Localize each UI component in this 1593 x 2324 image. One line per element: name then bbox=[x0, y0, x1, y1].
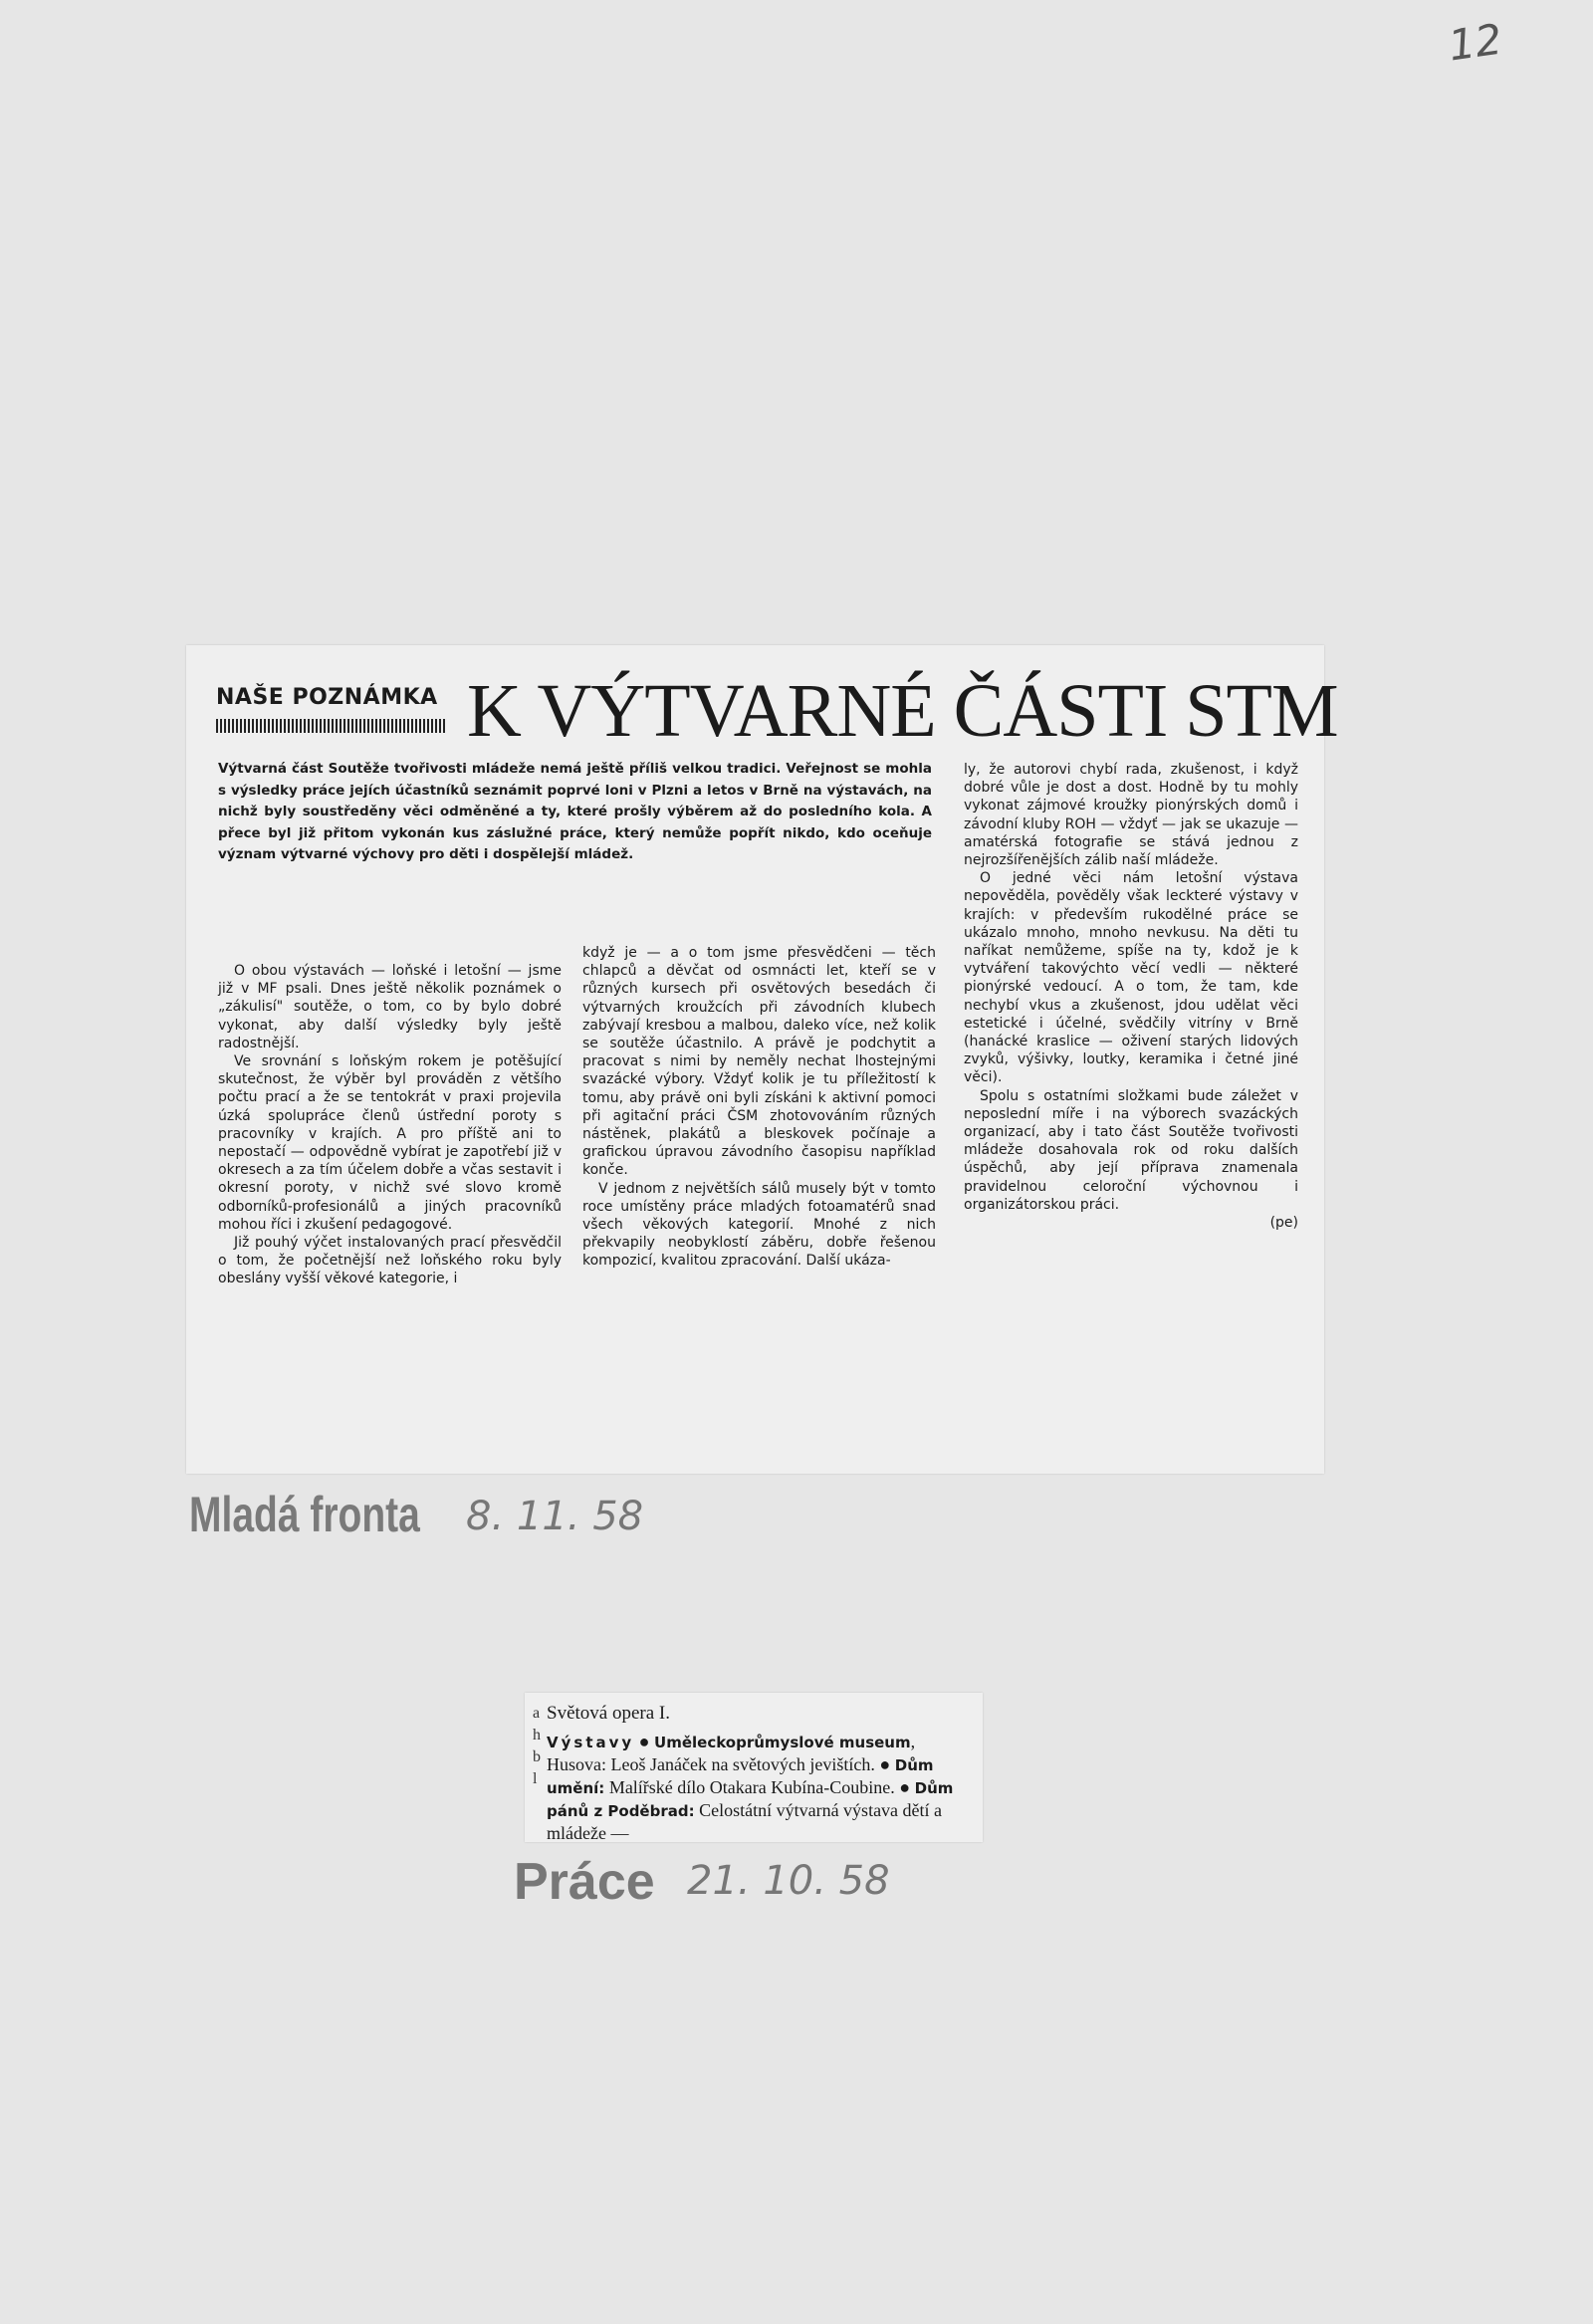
article-column-2 bbox=[582, 944, 936, 1271]
clipping-title: Světová opera I. bbox=[547, 1703, 670, 1724]
venue-name: Dům umění: bbox=[547, 1756, 934, 1797]
newspaper-clipping-prace bbox=[525, 1693, 983, 1842]
paragraph: když je — a o tom jsme přesvědčeni — těch chlapců a děvčat od osmnácti let, kteří se v různých kursech při osvětových besedách či výtvarných kroužcích při závodních klubech zabývají kresbou a malbou, daleko více, než kolik se soutěže účastnilo. A právě je podchytit a pracovat s nimi by neměly nechat lhostejnými svazácké výbory. Vždyť kolik je tu příležitostí k tomu, aby právě oni byli získáni k aktivní pomoci při agitační práci ČSM zhotovováním různých nástěnek, plakátů a bleskovek počínaje a grafickou úpravou závodního časopisu například konče. bbox=[582, 945, 936, 1179]
source-stamp-prace: Práce bbox=[514, 1853, 655, 1911]
source-stamp-mlada-fronta: Mladá fronta bbox=[189, 1487, 420, 1542]
page-number: 12 bbox=[1445, 14, 1505, 71]
article-lead: Výtvarná část Soutěže tvořivosti mládeže nemá ještě příliš velkou tradici. Veřejnost se mohla s výsledky práce jejích účastníků seznámit poprvé loni v Plzni a letos v Brně na výstavách, na nichž byly soustředěny věci odměněné a ty, které prošly výběrem až do posledního kola. A přece byl již přitom vykonán kus záslužné práce, který nemůže popřít nikdo, kdo oceňuje význam výtvarné výchovy pro děti i dospělejší mládež. bbox=[218, 761, 932, 862]
paragraph: Již pouhý výčet instalovaných prací přesvědčil o tom, že početnější než loňského roku byly obeslány vyšší věkové kategorie, i bbox=[218, 1235, 562, 1287]
kicker-underline bbox=[216, 719, 447, 733]
article-kicker: NAŠE POZNÁMKA bbox=[216, 685, 438, 710]
handwritten-date-2: 21. 10. 58 bbox=[687, 1858, 890, 1904]
venue-text: Celostátní výtvarná výstava dětí a mládeže — bbox=[547, 1800, 943, 1843]
clipping-edge-letters: a h b l bbox=[533, 1705, 541, 1787]
paragraph: ly, že autorovi chybí rada, zkušenost, i když dobré vůle je dost a dost. Hodně by tu mohly vykonat zájmové kroužky pionýrských domů i závodní kluby ROH — vždyť — jak se ukazuje — amatérská fotografie se stává jednou z nejrozšířenějších zálib naší mládeže. bbox=[964, 762, 1298, 869]
paragraph: O obou výstavách — loňské i letošní — jsme již v MF psali. Dnes ještě několik poznámek o „zákulisí" soutěže, o tom, co by bylo dobré vykonat, aby další výsledky byly ještě radostnější. bbox=[218, 963, 562, 1051]
paragraph: Spolu s ostatními složkami bude záležet v neposlední míře i na výborech svazáckých organizací, aby i tato část Soutěže tvořivosti mládeže dosahovala rok od roku dalších úspěchů, aby její příprava znamenala pravidelnou celoroční výchovnou i organizátorskou práci. bbox=[964, 1087, 1298, 1213]
venue-text: , Husova: Leoš Janáček na světových jevištích. bbox=[547, 1732, 916, 1774]
section-label: Výstavy bbox=[547, 1734, 635, 1751]
paragraph: Ve srovnání s loňským rokem je potěšující skutečnost, že výběr byl prováděn z většího počtu prací a že se tentokrát v praxi projevila úzká spolupráce členů ústřední poroty s pracovníky v krajích. A pro příště ani to nepostačí — odpovědně vybírat je zapotřebí již v okresech a za tím účelem dobře a včas sestavit i okresní poroty, v nichž své slovo kromě odborníků-profesionálů a jiných pracovníků mohou říci i zkušení pedagogové. bbox=[218, 1053, 562, 1233]
article-headline: K VÝTVARNÉ ČÁSTI STM bbox=[467, 669, 1338, 753]
paragraph: V jednom z největších sálů musely být v tomto roce umístěny práce mladých fotoamatérů snad všech věkových kategorií. Mnohé z nich překvapily neobyklostí záběru, dobře řešenou kompozicí, kvalitou zpracování. Další ukáza- bbox=[582, 1180, 936, 1270]
clipping-body: Výstavy ● Uměleckoprůmyslové museum, Husova: Leoš Janáček na světových jevištích. ● Dům umění: Malířské dílo Otakara Kubína-Coubine. ● Dům pánů z Poděbrad: Celostátní výtvarná výstava dětí a mládeže — bbox=[547, 1732, 954, 1843]
article-column-1 bbox=[218, 962, 562, 1288]
article-column-3 bbox=[964, 761, 1298, 1232]
venue-name: Dům pánů z Poděbrad: bbox=[547, 1779, 954, 1820]
venue-text: Malířské dílo Otakara Kubína-Coubine. bbox=[604, 1777, 895, 1797]
author-signature: (pe) bbox=[1269, 1215, 1298, 1232]
venue-name: Uměleckoprůmyslové museum bbox=[654, 1734, 911, 1751]
newspaper-clipping-mlada-fronta bbox=[186, 645, 1338, 1474]
paragraph: O jedné věci nám letošní výstava nepověděla, pověděly však leckteré výstavy v krajích: v především rukodělné práce se ukázalo mnoho, mnoho nevkusu. Na děti tu naříkat nemůžeme, spíše na ty, kdož je k vytváření takovýchto věcí vedli — některé pionýrské vedoucí. A o tom, že tam, kde nechybí vkus a zkušenost, jdou udělat věci estetické i účelné, svědčily vitríny v Brně (hanácké kraslice — oživení starých lidových zvyků, výšivky, loutky, keramika i četné jiné věci). bbox=[964, 870, 1298, 1086]
handwritten-date-1: 8. 11. 58 bbox=[466, 1494, 644, 1539]
